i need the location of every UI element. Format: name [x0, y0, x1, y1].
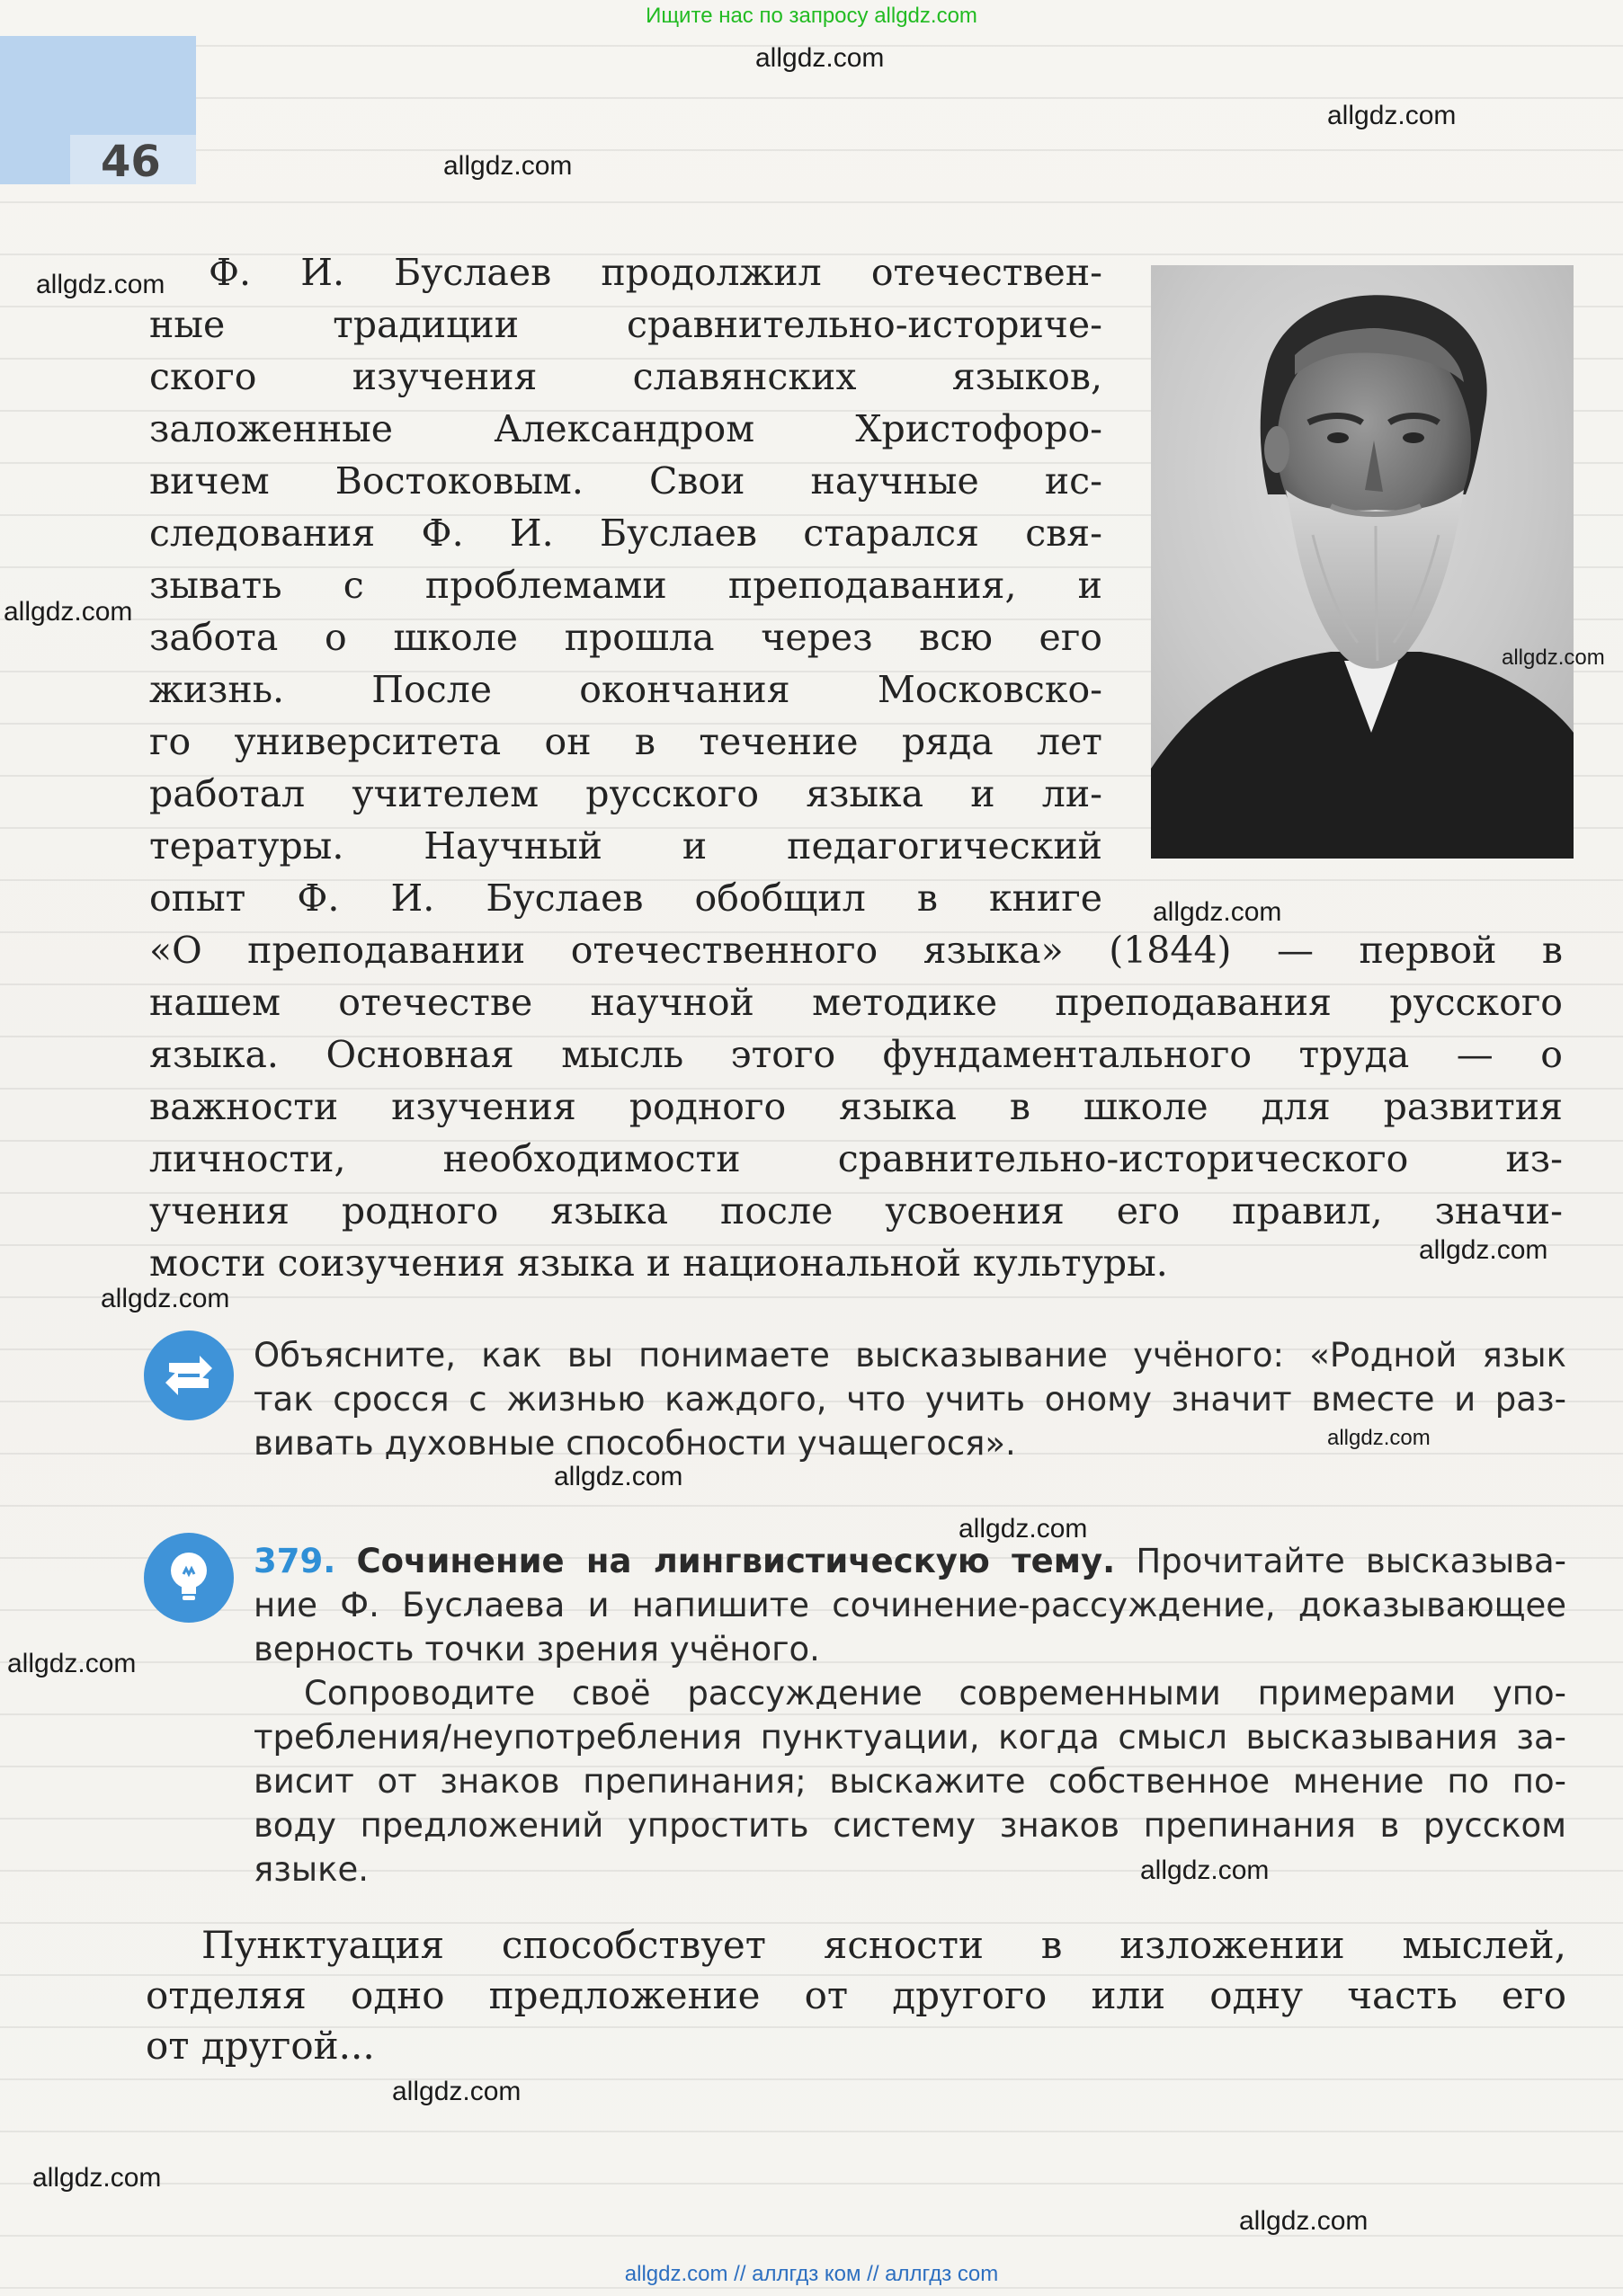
watermark-link[interactable]: allgdz.com	[755, 43, 885, 73]
quote-line: Пунктуация способствует ясности в изложении мыслей,	[201, 1923, 1566, 1967]
watermark-link[interactable]: allgdz.com	[1502, 645, 1605, 670]
quote-line: отделяя одно предложение от другого или одну часть его	[146, 1973, 1566, 2017]
text-line: опыт Ф. И. Буслаев обобщил в книге	[149, 877, 1102, 920]
watermark-link[interactable]: allgdz.com	[1327, 101, 1457, 130]
task-line: вивать духовные способности учащегося».	[254, 1424, 1016, 1463]
watermark-link[interactable]: allgdz.com	[101, 1284, 230, 1313]
text-line: учения родного языка после усвоения его правил, значи-	[149, 1189, 1563, 1233]
watermark-link[interactable]: allgdz.com	[7, 1649, 137, 1678]
watermark-link[interactable]: allgdz.com	[1140, 1855, 1270, 1885]
watermark-link[interactable]: allgdz.com	[554, 1462, 683, 1491]
lightbulb-icon	[144, 1533, 234, 1623]
task-line	[254, 1539, 1566, 1583]
task-line: Объясните, как вы понимаете высказывание учёного: «Родной язык	[254, 1336, 1566, 1375]
watermark-link[interactable]: allgdz.com	[959, 1514, 1088, 1544]
buslaev-quote	[146, 1920, 1566, 2071]
watermark-link[interactable]: allgdz.com	[1153, 897, 1282, 927]
task-line: ние Ф. Буслаева и напишите сочинение-рассуждение, доказывающее	[254, 1586, 1566, 1624]
text-line: Ф. И. Буслаев продолжил отечествен-	[209, 251, 1102, 294]
text-line: заложенные Александром Христофоро-	[149, 407, 1102, 450]
text-line: мости соизучения языка и национальной культуры.	[149, 1241, 1168, 1285]
text-line: следования Ф. И. Буслаев старался свя-	[149, 512, 1102, 555]
buslaev-portrait	[1151, 265, 1574, 859]
text-line: ского изучения славянских языков,	[149, 355, 1102, 398]
text-line: ные традиции сравнительно-историче-	[149, 303, 1102, 346]
text-line: «О преподавании отечественного языка» (1844) — первой в	[149, 929, 1563, 972]
watermark-top-banner[interactable]: Ищите нас по запросу allgdz.com	[646, 4, 977, 28]
text-line: нашем отечестве научной методике преподавания русского	[149, 981, 1563, 1024]
text-line: зывать с проблемами преподавания, и	[149, 564, 1102, 607]
task-title: Сочинение на лингвистическую тему.	[356, 1542, 1116, 1580]
text-line: вичем Востоковым. Свои научные ис-	[149, 459, 1102, 503]
watermark-bottom-line[interactable]: allgdz.com // аллгдз ком // аллгдз com	[624, 2262, 999, 2286]
task-line: требления/неупотребления пунктуации, когда смысл высказывания за-	[254, 1718, 1566, 1757]
task-line: висит от знаков препинания; выскажите собственное мнение по по-	[254, 1762, 1566, 1801]
text-line: забота о школе прошла через всю его	[149, 616, 1102, 659]
text-line: жизнь. После окончания Московско-	[149, 668, 1102, 711]
watermark-link[interactable]: allgdz.com	[1419, 1235, 1548, 1265]
essay-task-379	[254, 1539, 1566, 1891]
watermark-link[interactable]: allgdz.com	[4, 597, 133, 627]
text-line: работал учителем русского языка и ли-	[149, 772, 1102, 815]
page-number: 46	[101, 137, 161, 187]
watermark-link[interactable]: allgdz.com	[36, 270, 165, 299]
watermark-link[interactable]: allgdz.com	[443, 151, 573, 181]
text-line: го университета он в течение ряда лет	[149, 720, 1102, 763]
task-line: Сопроводите своё рассуждение современными примерами упо-	[304, 1674, 1566, 1713]
text-line: важности изучения родного языка в школе для развития	[149, 1085, 1563, 1128]
text-line: тературы. Научный и педагогический	[149, 824, 1102, 868]
text-line: языка. Основная мысль этого фундаментального труда — о	[149, 1033, 1563, 1076]
task-number: 379.	[254, 1542, 336, 1580]
text-line: личности, необходимости сравнительно-исторического из-	[149, 1137, 1563, 1180]
repeat-arrows-icon	[144, 1330, 234, 1420]
watermark-link[interactable]: allgdz.com	[392, 2077, 522, 2106]
watermark-link[interactable]: allgdz.com	[1327, 1426, 1431, 1450]
watermark-link[interactable]: allgdz.com	[1239, 2206, 1369, 2236]
task-line: верность точки зрения учёного.	[254, 1630, 820, 1669]
watermark-link[interactable]: allgdz.com	[32, 2163, 162, 2193]
quote-line: от другой...	[146, 2024, 375, 2068]
task-line: так сросся с жизнью каждого, что учить оному значит вместе и раз-	[254, 1380, 1566, 1419]
task-line: воду предложений упростить систему знаков препинания в русском	[254, 1806, 1566, 1845]
task-line: языке.	[254, 1850, 370, 1889]
task-text: Прочитайте высказыва-	[1136, 1542, 1567, 1580]
